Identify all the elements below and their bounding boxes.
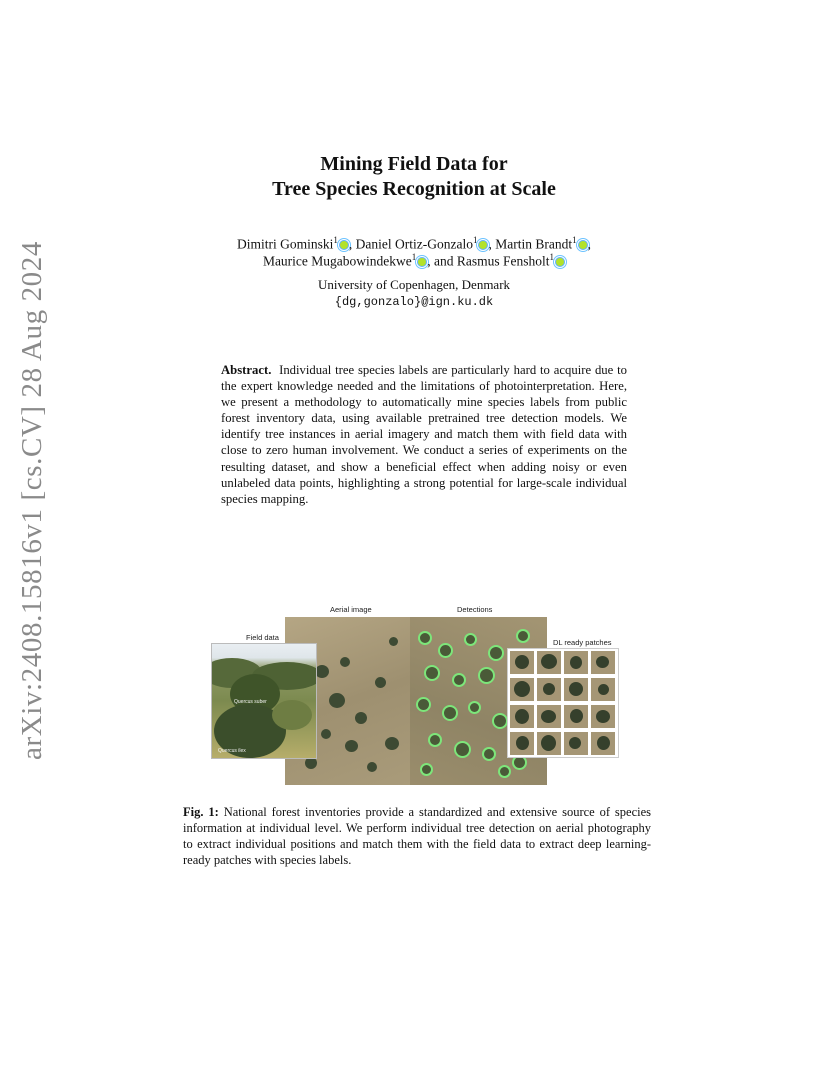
patch: [510, 678, 534, 701]
author-affil-mark: 1: [472, 235, 478, 245]
field-data-photo: [211, 643, 317, 759]
aerial-image-label: Aerial image: [330, 605, 372, 614]
affiliation: University of Copenhagen, Denmark: [317, 277, 511, 292]
abstract-label: Abstract.: [221, 363, 272, 377]
email-line: [0, 293, 828, 309]
orcid-icon[interactable]: [578, 240, 588, 250]
detection-box: [518, 631, 528, 641]
author-name: Maurice Mugabowindekwe: [262, 253, 412, 269]
author-separator: , and: [427, 253, 457, 269]
species-label: Quercus ilex: [218, 748, 246, 754]
author-name: Dimitri Gominski: [237, 236, 334, 252]
author-affil-mark: 1: [549, 252, 555, 262]
patch: [510, 732, 534, 755]
tree-crown: [355, 712, 367, 724]
detection-box: [480, 669, 493, 682]
detection-box: [418, 699, 429, 710]
patch: [537, 651, 561, 674]
orcid-icon[interactable]: [478, 240, 488, 250]
abstract-text: Individual tree species labels are particularly hard to acquire due to the expert knowledge needed and the limitations of photointerpretation. Here, we present a methodology to automatically mine species labels from public forest inventory data, using available pretrained tree detection models. We identify tree instances in aerial imagery and match them with field data with close to zero human involvement. We conduct a series of experiments on the resulting dataset, and show a beneficial effect when adding noisy or even unlabeled data points, highlighting a strong potential for large-scale individual species mapping.: [221, 363, 627, 506]
detection-box: [470, 703, 479, 712]
patch: [510, 705, 534, 728]
author-name: Rasmus Fensholt: [456, 253, 550, 269]
abstract: [221, 362, 627, 507]
author-affil-mark: 1: [333, 235, 338, 245]
patch: [537, 678, 561, 701]
tree-crown: [321, 729, 331, 739]
author-affil-mark: 1: [411, 252, 417, 262]
patch: [564, 732, 588, 755]
patch: [510, 651, 534, 674]
detection-box: [456, 743, 469, 756]
detection-box: [444, 707, 456, 719]
detection-box: [430, 735, 440, 745]
caption-text: National forest inventories provide a standardized and extensive source of species information at individual level. We perform individual tree detection on aerial photography to extract individual positions and match them with the field data to extract deep learning-ready patches with species labels.: [183, 805, 652, 867]
detection-box: [494, 715, 506, 727]
figure-caption: [183, 804, 651, 868]
field-data-label: Field data: [246, 633, 279, 642]
detection-box: [440, 645, 451, 656]
tree-crown: [329, 693, 345, 708]
paper-title: [0, 152, 828, 202]
detections-label: Detections: [457, 605, 493, 614]
detection-box: [422, 765, 431, 774]
patch: [564, 678, 588, 701]
caption-label: Fig. 1:: [183, 805, 219, 819]
author-separator: ,: [587, 236, 591, 252]
tree-crown: [375, 677, 386, 688]
title-line-1: Mining Field Data for: [320, 153, 508, 175]
dl-patches-label: DL ready patches: [553, 638, 612, 647]
patch: [591, 705, 615, 728]
author-name: Martin Brandt: [495, 236, 573, 252]
author-line-2: [0, 249, 828, 270]
tree-crown: [345, 740, 358, 752]
author-affil-mark: 1: [572, 235, 577, 245]
detection-box: [484, 749, 494, 759]
author-separator: ,: [348, 236, 356, 252]
author-name: Daniel Ortiz-Gonzalo: [355, 236, 473, 252]
orcid-icon[interactable]: [417, 257, 427, 267]
tree-crown: [340, 657, 350, 667]
tree-crown: [367, 762, 377, 772]
patch: [564, 705, 588, 728]
orcid-icon[interactable]: [555, 257, 565, 267]
tree-crown: [389, 637, 398, 646]
detection-box: [420, 633, 430, 643]
tree-canopy: [272, 700, 312, 730]
dl-patches-grid: [507, 648, 619, 758]
email[interactable]: {dg,gonzalo}@ign.ku.dk: [334, 295, 494, 309]
detection-box: [426, 667, 438, 679]
title-line-2: Tree Species Recognition at Scale: [272, 178, 556, 200]
patch: [591, 732, 615, 755]
species-label: Quercus suber: [234, 699, 267, 705]
patch: [537, 705, 561, 728]
detection-box: [514, 757, 525, 768]
detection-box: [454, 675, 464, 685]
detection-box: [466, 635, 475, 644]
detection-box: [500, 767, 509, 776]
tree-crown: [385, 737, 399, 750]
detection-box: [490, 647, 502, 659]
tree-crown: [315, 665, 329, 678]
patch: [564, 651, 588, 674]
orcid-icon[interactable]: [339, 240, 349, 250]
patch: [537, 732, 561, 755]
patch: [591, 651, 615, 674]
author-separator: ,: [488, 236, 496, 252]
patch: [591, 678, 615, 701]
arxiv-identifier: arXiv:2408.15816v1 [cs.CV] 28 Aug 2024: [16, 241, 48, 760]
